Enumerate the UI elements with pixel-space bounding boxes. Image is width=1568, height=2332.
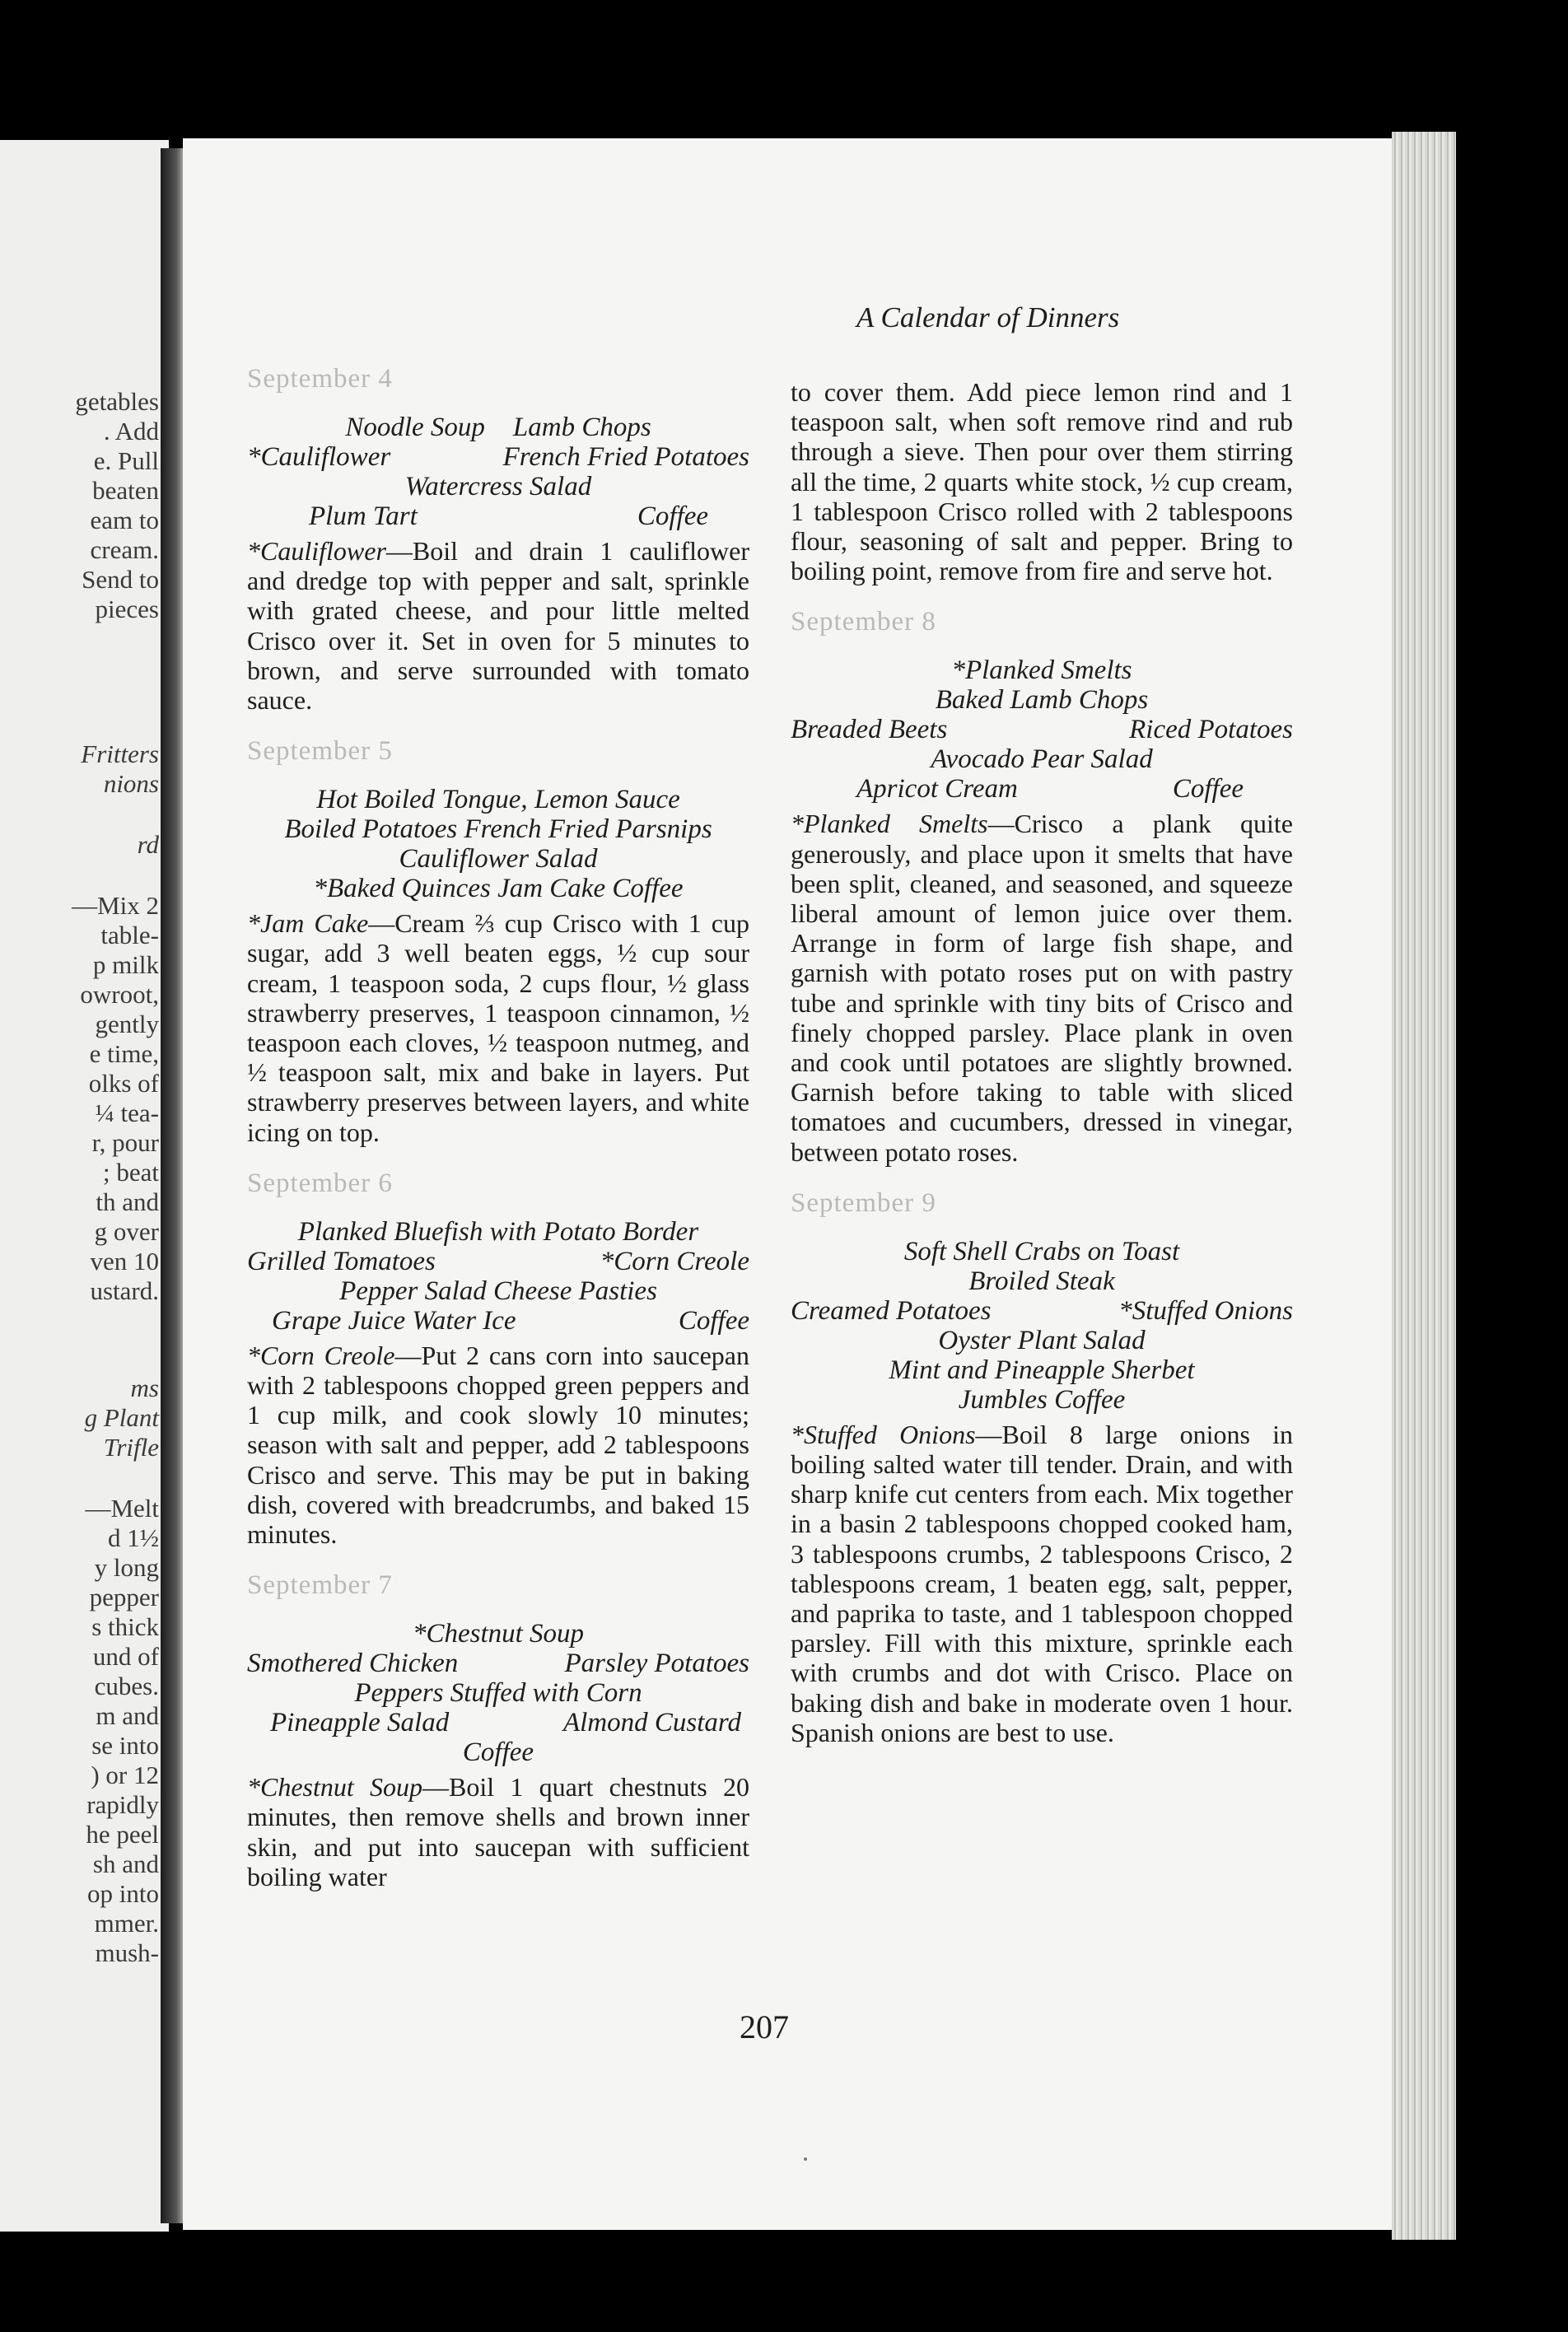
facing-page-text-fragment: p milk: [92, 950, 159, 979]
facing-page-text-fragment: ustard.: [90, 1276, 159, 1305]
right-column: [791, 377, 1293, 1769]
facing-page-fragment: [0, 140, 169, 2232]
menu-item: Creamed Potatoes: [791, 1295, 992, 1326]
menu-item: Hot Boiled Tongue, Lemon Sauce: [316, 785, 680, 815]
facing-page-text-fragment: Trifle: [103, 1433, 159, 1462]
facing-page-text-fragment: th and: [96, 1187, 159, 1216]
recipe-title: *Planked Smelts: [791, 809, 988, 839]
menu-item: Jumbles Coffee: [958, 1384, 1126, 1415]
running-head: A Calendar of Dinners: [856, 301, 1120, 333]
facing-page-text-fragment: ms: [130, 1374, 159, 1402]
recipe-title: *Chestnut Soup: [247, 1772, 423, 1803]
facing-page-text-fragment: m and: [96, 1701, 159, 1730]
recipe-text: —Boil 1 quart chestnuts 20 minutes, then remove shells and brown inner skin, and put into saucepan with sufficient boiling water: [247, 1772, 749, 1891]
recipe-paragraph: [247, 536, 749, 715]
menu: [247, 1217, 749, 1336]
date-heading: September 6: [247, 1168, 393, 1198]
facing-page-text-fragment: mush-: [95, 1938, 159, 1967]
menu-item: Grape Juice Water Ice: [272, 1305, 516, 1336]
menu-item: Cauliflower Salad: [399, 844, 598, 874]
menu-item: Plum Tart: [309, 501, 418, 531]
recipe-title: *Cauliflower: [247, 536, 386, 566]
menu-item: *Stuffed Onions: [1118, 1295, 1293, 1326]
facing-page-text-fragment: —Mix 2: [72, 891, 159, 920]
facing-page-text-fragment: r, pour: [91, 1128, 159, 1157]
menu-item: *Corn Creole: [600, 1246, 749, 1276]
facing-page-text-fragment: table-: [100, 921, 159, 949]
menu-item: Soft Shell Crabs on Toast: [903, 1236, 1180, 1266]
facing-page-text-fragment: Send to: [82, 565, 159, 594]
facing-page-text-fragment: pepper: [89, 1583, 159, 1611]
page-number: 207: [740, 2008, 789, 2045]
page-edges: [1392, 132, 1456, 2240]
facing-page-text-fragment: d 1½: [108, 1523, 159, 1552]
facing-page-text-fragment: gently: [95, 1010, 159, 1038]
date-heading: September 8: [791, 607, 936, 637]
menu-item: Peppers Stuffed with Corn: [354, 1678, 642, 1709]
menu: [247, 785, 749, 903]
facing-page-text-fragment: und of: [92, 1642, 159, 1671]
date-heading: September 7: [247, 1570, 393, 1601]
facing-page-text-fragment: ; beat: [103, 1158, 159, 1187]
menu-item: Avocado Pear Salad: [931, 744, 1153, 775]
facing-page-text-fragment: Fritters: [81, 739, 159, 768]
facing-page-text-fragment: . Add: [103, 417, 159, 445]
menu-item: Apricot Cream: [856, 774, 1018, 805]
menu-item: Pineapple Salad: [270, 1708, 450, 1738]
recipe-paragraph: [247, 1772, 749, 1891]
recipe-paragraph: [791, 1420, 1293, 1747]
menu-item: Coffee: [1172, 774, 1244, 805]
facing-page-text-fragment: —Melt: [85, 1494, 159, 1523]
print-speck: [804, 2157, 807, 2161]
menu-item: Parsley Potatoes: [564, 1649, 749, 1679]
facing-page-text-fragment: cream.: [90, 535, 159, 564]
menu-item: Broiled Steak: [968, 1266, 1115, 1296]
facing-page-text-fragment: se into: [91, 1731, 159, 1760]
left-column: [247, 361, 749, 1913]
recipe-title: *Stuffed Onions: [791, 1419, 976, 1449]
menu: [791, 1237, 1293, 1415]
facing-page-text-fragment: op into: [87, 1879, 159, 1908]
menu-item: Planked Bluefish with Potato Border: [297, 1216, 699, 1247]
menu-item: Coffee: [678, 1305, 749, 1336]
recipe-text: —Put 2 cans corn into saucepan with 2 tablespoons chopped green peppers and 1 cup milk, and cook slowly 10 minutes; season with salt and pepper, add 2 tablespoons Crisco and serve. This may be put in baking dish, covered with breadcrumbs, and baked 15 minutes.: [247, 1340, 750, 1550]
facing-page-text-fragment: rd: [137, 830, 159, 859]
recipe-title: *Corn Creole: [247, 1340, 395, 1370]
facing-page-text-fragment: owroot,: [80, 980, 159, 1009]
menu-item: Boiled Potatoes French Fried Parsnips: [284, 814, 712, 845]
date-heading: September 9: [791, 1187, 936, 1218]
menu-item: Oyster Plant Salad: [938, 1325, 1146, 1355]
recipe-paragraph: [247, 908, 749, 1147]
facing-page-text-fragment: ven 10: [90, 1247, 159, 1276]
facing-page-text-fragment: e. Pull: [93, 446, 159, 475]
facing-page-text-fragment: y long: [94, 1553, 159, 1582]
facing-page-text-fragment: s thick: [91, 1612, 159, 1641]
recipe-paragraph: [791, 809, 1293, 1166]
menu-item: *Planked Smelts: [951, 655, 1132, 686]
facing-page-text-fragment: eam to: [90, 506, 159, 534]
facing-page-text-fragment: e time,: [89, 1039, 159, 1068]
recipe-continuation: to cover them. Add piece lemon rind and 1 teaspoon salt, when soft remove rind and rub through a sieve. Then pour over them stirring all the time, 2 quarts white stock, ½ cup cream, 1 tablespoon Crisco rolled with 2 tablespoons flour, seasoning of salt and pepper. Bring to boiling point, remove from fire and serve hot.: [791, 377, 1293, 586]
facing-page-text-fragment: mmer.: [94, 1909, 159, 1938]
menu-item: Baked Lamb Chops: [935, 685, 1149, 716]
menu: [791, 655, 1293, 804]
menu-item: Smothered Chicken: [247, 1649, 459, 1679]
menu-item: *Baked Quinces Jam Cake Coffee: [313, 874, 684, 904]
menu-item: Noodle Soup: [345, 413, 485, 442]
recipe-text: —Boil and drain 1 cauliflower and dredge top with pepper and salt, sprinkle with grated cheese, and pour little melted Crisco over it. Set in oven for 5 minutes to brown, and serve surrounded with tomato sauce.: [247, 536, 749, 716]
facing-page-text-fragment: g Plant: [84, 1403, 159, 1432]
menu-item: *Chestnut Soup: [412, 1619, 585, 1649]
menu-item: *Cauliflower: [247, 442, 391, 472]
recipe-title: *Jam Cake: [247, 908, 369, 939]
facing-page-text-fragment: cubes.: [94, 1672, 159, 1700]
menu-item: Breaded Beets: [791, 715, 948, 745]
recipe-text: —Boil 8 large onions in boiling salted water till tender. Drain, and with sharp knife cut centers from each. Mix together in a basin 2 tablespoons chopped cooked ham, 3 tablespoons crumbs, 2 tablespoons Crisco, 2 tablespoons cream, 1 beaten egg, salt, pepper, and paprika to taste, and 1 tablespoon chopped parsley. Fill with this mixture, sprinkle each with crumbs and dot with Crisco. Place on baking dish and bake in moderate oven 1 hour. Spanish onions are best to use.: [791, 1419, 1293, 1747]
menu-item: Coffee: [637, 501, 708, 531]
facing-page-text-fragment: nions: [103, 769, 159, 798]
date-heading: September 5: [247, 736, 393, 767]
menu-item: Grilled Tomatoes: [247, 1246, 436, 1276]
facing-page-text-fragment: getables: [75, 387, 159, 416]
menu-item: Riced Potatoes: [1129, 715, 1293, 745]
menu-item: French Fried Potatoes: [502, 442, 749, 472]
facing-page-text-fragment: g over: [94, 1217, 159, 1246]
facing-page-text-fragment: he peel: [86, 1820, 159, 1849]
facing-page-text-fragment: sh and: [92, 1849, 159, 1878]
facing-page-text-fragment: rapidly: [86, 1790, 159, 1819]
menu: [247, 413, 749, 531]
facing-page-text-fragment: olks of: [88, 1069, 159, 1098]
facing-page-text-fragment: ¼ tea-: [95, 1098, 159, 1127]
menu-item: Mint and Pineapple Sherbet: [889, 1355, 1195, 1385]
menu: [247, 1619, 749, 1767]
recipe-text: —Crisco a plank quite generously, and place upon it smelts that have been split, cleaned, and seasoned, and squeeze liberal amount of lemon juice over them. Arrange in form of large fish shape, and garnish with potato roses put on with pastry tube and sprinkle with tiny bits of Crisco and finely chopped parsley. Place plank in oven and cook until potatoes are slightly browned. Garnish before taking to table with sliced tomatoes and cucumbers, dressed in vinegar, between potato roses.: [791, 809, 1294, 1167]
menu-item: Coffee: [462, 1737, 534, 1768]
recipe-paragraph: [247, 1341, 749, 1549]
recipe-text: —Cream ⅔ cup Crisco with 1 cup sugar, add 3 well beaten eggs, ½ cup sour cream, 1 teaspoon soda, 2 cups flour, ½ glass strawberry preserves, 1 teaspoon cinnamon, ½ teaspoon each cloves, ½ teaspoon nutmeg, and ½ teaspoon salt, mix and bake in layers. Put strawberry preserves between layers, and white icing on top.: [247, 908, 750, 1147]
menu-item: Almond Custard: [562, 1708, 741, 1738]
menu-item: Pepper Salad Cheese Pasties: [339, 1276, 657, 1306]
facing-page-text-fragment: ) or 12: [91, 1761, 159, 1789]
date-heading: September 4: [247, 364, 393, 394]
menu-item: Lamb Chops: [512, 413, 651, 442]
facing-page-text-fragment: beaten: [92, 476, 159, 505]
facing-page-text-fragment: pieces: [95, 595, 159, 623]
menu-item: Watercress Salad: [404, 472, 592, 501]
